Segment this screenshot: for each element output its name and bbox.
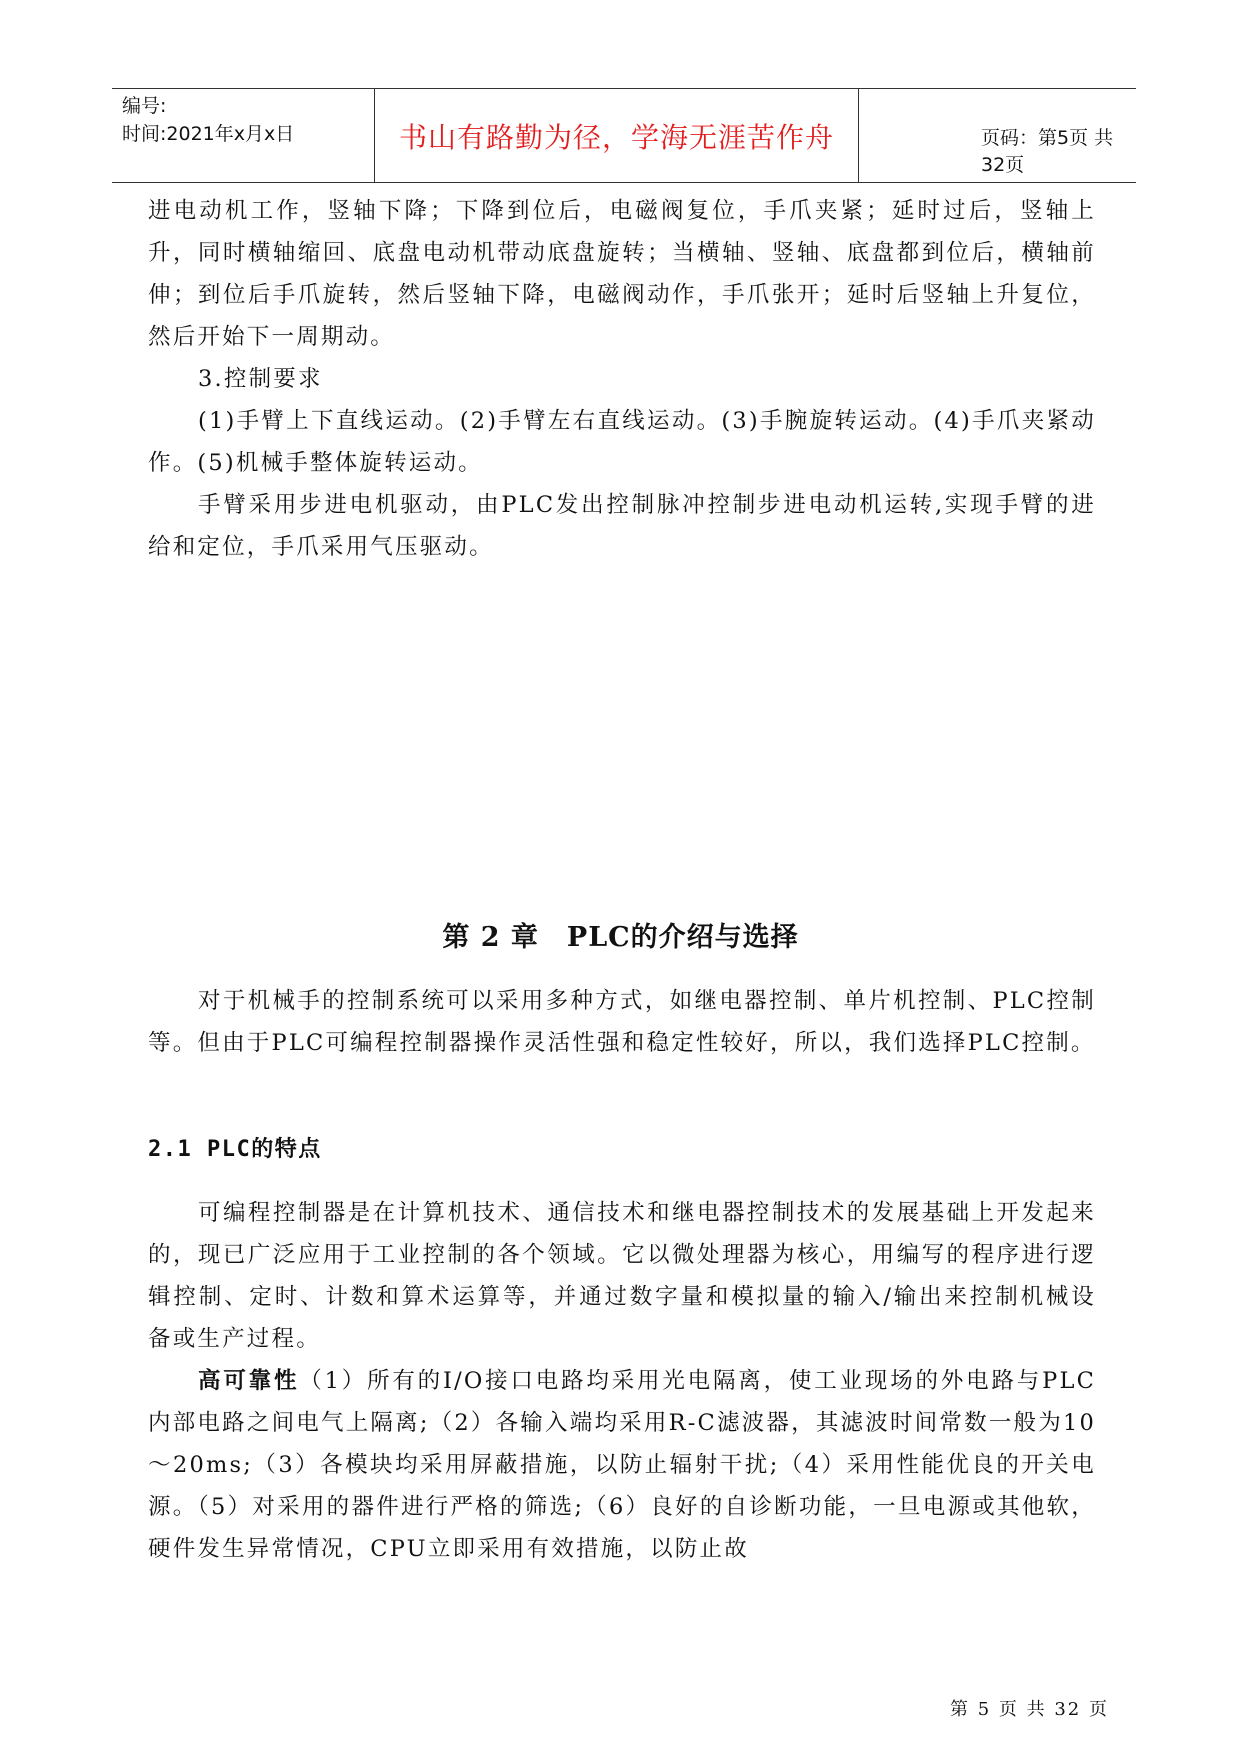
paragraph-drive: 手臂采用步进电机驱动，由PLC发出控制脉冲控制步进电动机运转,实现手臂的进给和定位，手爪采用气压驱动。 [148, 492, 1096, 560]
header-motto-cell [374, 89, 859, 182]
paragraph-process: 进电动机工作，竖轴下降；下降到位后，电磁阀复位，手爪夹紧；延时过后，竖轴上升，同时横轴缩回、底盘电动机带动底盘旋转；当横轴、竖轴、底盘都到位后，横轴前伸；到位后手爪旋转，然后竖轴下降，电磁阀动作，手爪张开；延时后竖轴上升复位，然后开始下一周期动。 [148, 198, 1096, 350]
motto-text: 书山有路勤为径，学海无涯苦作舟 [398, 120, 834, 154]
section-title-plc-features: 2.1 PLC的特点 [148, 1137, 322, 1162]
header-page-info: 页码：第5页 共32页 [981, 127, 1114, 176]
header-meta-cell [112, 89, 374, 182]
document-date-label: 时间:2021年x月x日 [122, 123, 295, 145]
document-number-label: 编号: [122, 95, 167, 117]
paragraph-chapter-intro: 对于机械手的控制系统可以采用多种方式，如继电器控制、单片机控制、PLC控制等。但由于PLC可编程控制器操作灵活性强和稳定性较好，所以，我们选择PLC控制。 [148, 988, 1096, 1056]
paragraph-reliability [148, 1360, 1096, 1570]
subheading-control-requirements: 3.控制要求 [198, 366, 323, 392]
page-header [112, 88, 1136, 183]
chapter-2-intro [148, 980, 1096, 1064]
section-1-body [148, 190, 1096, 568]
chapter-title: 第 2 章 PLC的介绍与选择 [442, 922, 799, 953]
reliability-text: （1）所有的I/O接口电路均采用光电隔离，使工业现场的外电路与PLC内部电路之间电气上隔离;（2）各输入端均采用R-C滤波器，其滤波时间常数一般为10～20ms;（3）各模块均采用屏蔽措施，以防止辐射干扰;（4）采用性能优良的开关电源。（5）对采用的器件进行严格的筛选;（6）良好的自诊断功能，一旦电源或其他软，硬件发生异常情况，CPU立即采用有效措施，以防止故 [148, 1368, 1096, 1562]
section-2-1-body [148, 1192, 1096, 1570]
header-page-cell [859, 89, 1136, 182]
paragraph-requirements: (1)手臂上下直线运动。(2)手臂左右直线运动。(3)手腕旋转运动。(4)手爪夹紧动作。(5)机械手整体旋转运动。 [148, 408, 1096, 476]
page-footer: 第 5 页 共 32 页 [950, 1699, 1109, 1720]
paragraph-plc-overview: 可编程控制器是在计算机技术、通信技术和继电器控制技术的发展基础上开发起来的，现已广泛应用于工业控制的各个领域。它以微处理器为核心，用编写的程序进行逻辑控制、定时、计数和算术运算等，并通过数字量和模拟量的输入/输出来控制机械设备或生产过程。 [148, 1200, 1096, 1352]
reliability-label: 高可靠性 [198, 1368, 300, 1394]
